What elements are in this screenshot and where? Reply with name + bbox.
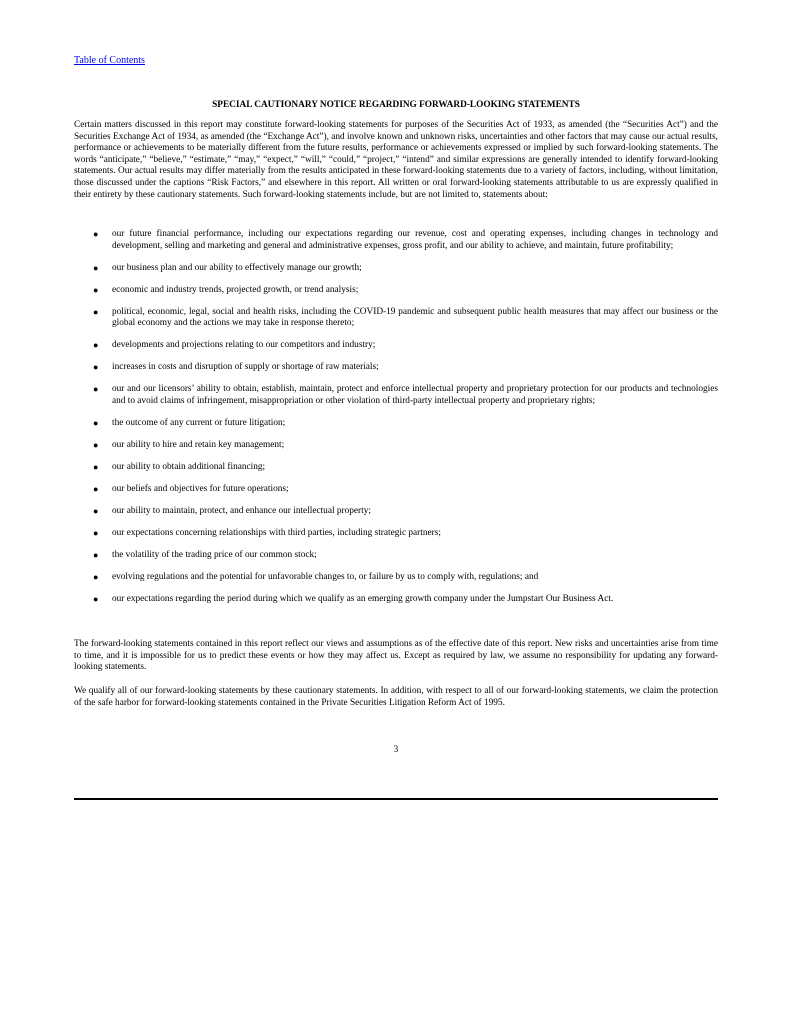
list-item-text: our expectations concerning relationships with third parties, including strategic partners;	[112, 527, 441, 538]
bullet-icon: ●	[93, 549, 99, 560]
list-item	[74, 572, 718, 584]
list-item-text: the outcome of any current or future litigation;	[112, 417, 286, 428]
list-item-text: developments and projections relating to our competitors and industry;	[112, 340, 376, 351]
list-item-text: the volatility of the trading price of our common stock;	[112, 549, 317, 560]
page-number: 3	[393, 745, 399, 755]
list-item-text: our ability to maintain, protect, and enhance our intellectual property;	[112, 505, 371, 516]
list-item	[74, 229, 718, 252]
list-item	[74, 285, 718, 297]
list-item	[74, 362, 718, 374]
section-title: SPECIAL CAUTIONARY NOTICE REGARDING FORWARD-LOOKING STATEMENTS	[212, 100, 580, 110]
forward-looking-statements-list	[74, 229, 718, 616]
list-item-text: our business plan and our ability to effectively manage our growth;	[112, 262, 362, 273]
table-of-contents-link[interactable]: Table of Contents	[74, 55, 145, 66]
intro-paragraph: Certain matters discussed in this report may constitute forward-looking statements for purposes of the Securities Act of 1933, as amended (the “Securities Act”) and the Securities Exchange Act of 1934, as amended (the “Exchange Act”), and involve known and unknown risks, uncertainties and other factors that may cause our actual results, performance or achievements to be materially different from the future results, performance or achievements expressed or implied by such forward-looking statements. The words “anticipate,” “believe,” “estimate,” “may,” “expect,” “will,” “could,” “project,” “intend” and similar expressions are generally intended to identify forward-looking statements. Our actual results may differ materially from the results anticipated in these forward-looking statements due to a variety of factors, including, without limitation, those discussed under the captions “Risk Factors,” and elsewhere in this report. All written or oral forward-looking statements attributable to us are expressly qualified in their entirety by these cautionary statements. Such forward-looking statements include, but are not limited to, statements about:	[74, 120, 718, 200]
list-item-text: increases in costs and disruption of supply or shortage of raw materials;	[112, 362, 379, 373]
list-item-text: our and our licensors’ ability to obtain, establish, maintain, protect and enforce intellectual property and proprietary protection for our products and technologies and to avoid claims of infringement, misappropriation or other violation of third-party intellectual property and proprietary rights;	[112, 384, 718, 406]
list-item-text: political, economic, legal, social and health risks, including the COVID-19 pandemic and subsequent public health measures that may affect our business or the global economy and the actions we may take in response thereto;	[112, 306, 718, 329]
list-item	[74, 528, 718, 540]
list-item	[74, 340, 718, 352]
list-item-text: our expectations regarding the period during which we qualify as an emerging growth company under the Jumpstart Our Business Act.	[112, 593, 614, 604]
list-item	[74, 484, 718, 496]
list-item-text: our ability to obtain additional financing;	[112, 461, 266, 472]
bullet-icon: ●	[93, 229, 99, 239]
bullet-icon: ●	[93, 384, 99, 395]
bullet-icon: ●	[93, 284, 99, 295]
page-divider	[74, 798, 718, 800]
bullet-icon: ●	[93, 505, 99, 516]
list-item-text: our ability to hire and retain key management;	[112, 439, 285, 450]
list-item	[74, 550, 718, 562]
bullet-icon: ●	[93, 417, 99, 428]
bullet-icon: ●	[93, 340, 99, 351]
bullet-icon: ●	[93, 593, 99, 604]
bullet-icon: ●	[93, 306, 99, 317]
bullet-icon: ●	[93, 571, 99, 582]
bullet-icon: ●	[93, 527, 99, 538]
bullet-icon: ●	[93, 461, 99, 472]
bullet-icon: ●	[93, 362, 99, 373]
bullet-icon: ●	[93, 483, 99, 494]
list-item-text: evolving regulations and the potential for unfavorable changes to, or failure by us to comply with, regulations; and	[112, 571, 539, 582]
safe-harbor-paragraph: We qualify all of our forward-looking statements by these cautionary statements. In addition, with respect to all of our forward-looking statements, we claim the protection of the safe harbor for forward-looking statements contained in the Private Securities Litigation Reform Act of 1995.	[74, 686, 718, 708]
list-item-text: our beliefs and objectives for future operations;	[112, 483, 289, 494]
list-item	[74, 440, 718, 452]
list-item	[74, 263, 718, 275]
bullet-icon: ●	[93, 262, 99, 273]
list-item	[74, 462, 718, 474]
list-item	[74, 594, 718, 606]
list-item	[74, 506, 718, 518]
list-item-text: our future financial performance, including our expectations regarding our revenue, cost and operating expenses, including changes in technology and development, selling and marketing and general and administrative expenses, gross profit, and our ability to achieve, and maintain, future profitability;	[112, 229, 718, 251]
list-item	[74, 384, 718, 407]
list-item	[74, 307, 718, 330]
list-item	[74, 418, 718, 430]
bullet-icon: ●	[93, 439, 99, 450]
closing-paragraph: The forward-looking statements contained in this report reflect our views and assumptions as of the effective date of this report. New risks and uncertainties arise from time to time, and it is impossible for us to predict these events or how they may affect us. Except as required by law, we assume no responsibility for updating any forward-looking statements.	[74, 639, 718, 673]
list-item-text: economic and industry trends, projected growth, or trend analysis;	[112, 284, 359, 295]
